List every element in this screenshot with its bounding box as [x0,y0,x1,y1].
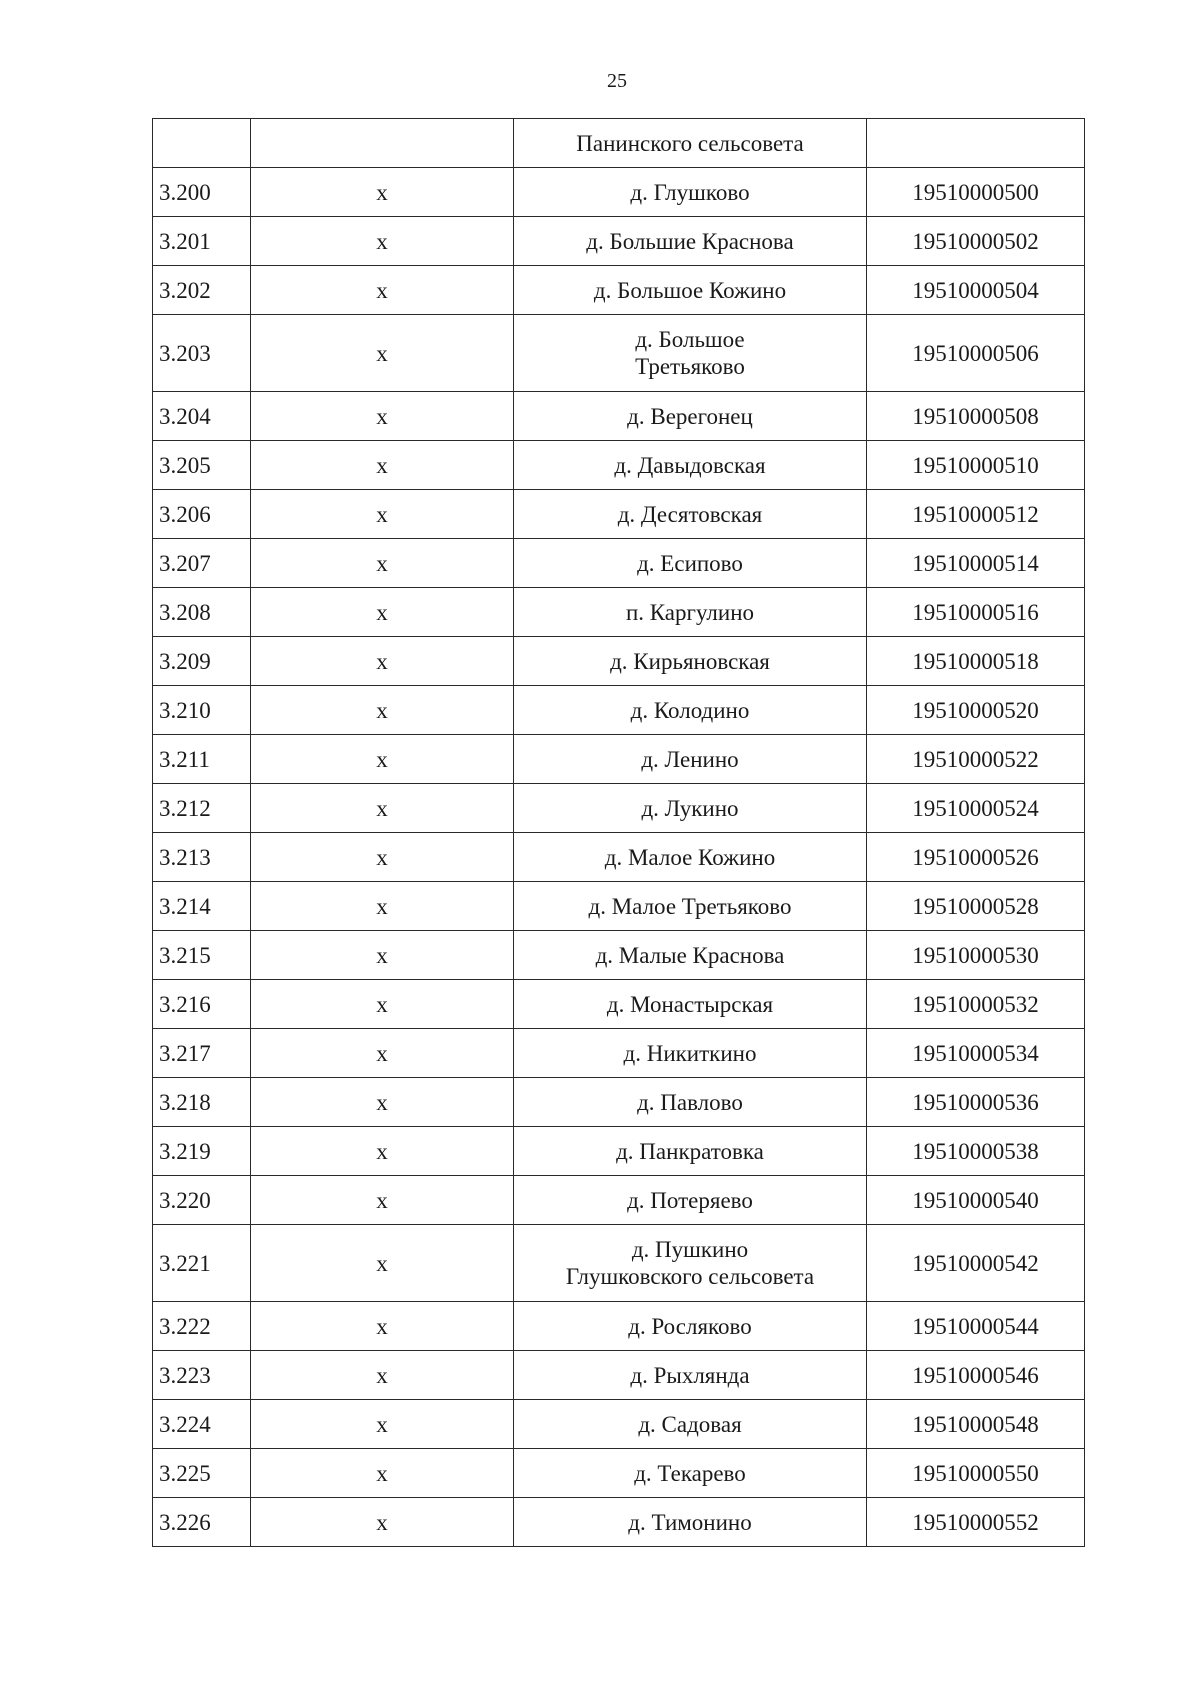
cell-number: 3.221 [153,1225,251,1302]
table-row [153,1078,1085,1127]
cell-number: 3.214 [153,882,251,931]
cell-marker: х [251,1498,514,1547]
cell-number: 3.201 [153,217,251,266]
cell-code: 19510000544 [867,1302,1085,1351]
cell-settlement-name [514,490,867,539]
settlement-name-line: д. Росляково [628,1313,752,1339]
table-row [153,833,1085,882]
cell-marker: х [251,266,514,315]
table-row [153,1449,1085,1498]
cell-settlement-name [514,315,867,392]
cell-number: 3.202 [153,266,251,315]
cell-code: 19510000546 [867,1351,1085,1400]
table-row [153,539,1085,588]
cell-marker [251,119,514,168]
settlement-name-line: д. Глушково [630,179,750,205]
cell-settlement-name [514,1302,867,1351]
cell-marker: х [251,1029,514,1078]
cell-marker: х [251,882,514,931]
cell-settlement-name [514,588,867,637]
cell-number: 3.223 [153,1351,251,1400]
cell-code: 19510000538 [867,1127,1085,1176]
cell-marker: х [251,735,514,784]
table-row [153,441,1085,490]
settlement-name-line: д. Павлово [637,1089,743,1115]
cell-number: 3.209 [153,637,251,686]
cell-code: 19510000524 [867,784,1085,833]
cell-marker: х [251,1225,514,1302]
settlement-name-line: д. Колодино [630,697,750,723]
cell-number: 3.225 [153,1449,251,1498]
cell-settlement-name [514,1127,867,1176]
cell-code: 19510000520 [867,686,1085,735]
table-row [153,735,1085,784]
cell-code: 19510000506 [867,315,1085,392]
table-row [153,1302,1085,1351]
table-row [153,1029,1085,1078]
table-row [153,588,1085,637]
cell-number: 3.217 [153,1029,251,1078]
cell-marker: х [251,392,514,441]
cell-marker: х [251,1127,514,1176]
table-row [153,490,1085,539]
cell-settlement-name [514,1029,867,1078]
settlement-name-line: Третьяково [635,354,745,379]
cell-code: 19510000518 [867,637,1085,686]
page-number: 25 [607,70,627,92]
cell-settlement-name [514,637,867,686]
cell-settlement-name [514,1225,867,1302]
settlement-name-line: д. Рыхлянда [630,1362,750,1388]
table-row [153,980,1085,1029]
table-row [153,686,1085,735]
settlement-name-line: п. Каргулино [625,599,755,625]
cell-number: 3.218 [153,1078,251,1127]
cell-settlement-name [514,1176,867,1225]
table-row [153,1498,1085,1547]
table-row [153,1400,1085,1449]
cell-code: 19510000526 [867,833,1085,882]
cell-marker: х [251,315,514,392]
settlement-name-line: д. Никиткино [623,1040,757,1066]
cell-marker: х [251,1176,514,1225]
cell-code: 19510000508 [867,392,1085,441]
cell-settlement-name [514,392,867,441]
cell-code [867,119,1085,168]
table-row [153,217,1085,266]
cell-number: 3.200 [153,168,251,217]
cell-code: 19510000542 [867,1225,1085,1302]
settlement-name-line: д. Ленино [641,746,739,772]
settlement-name-line: д. Текарево [634,1460,746,1486]
settlement-name-line: д. Пушкино [631,1237,749,1262]
table-row [153,1225,1085,1302]
cell-settlement-name [514,980,867,1029]
cell-number: 3.213 [153,833,251,882]
settlement-name-line: д. Лукино [641,795,739,821]
cell-marker: х [251,931,514,980]
cell-settlement-name [514,784,867,833]
table-body [153,119,1085,1547]
cell-code: 19510000514 [867,539,1085,588]
cell-marker: х [251,1302,514,1351]
cell-settlement-name [514,1498,867,1547]
cell-code: 19510000552 [867,1498,1085,1547]
cell-code: 19510000500 [867,168,1085,217]
settlement-name-line: д. Верегонец [627,403,753,429]
table-row [153,1351,1085,1400]
cell-code: 19510000532 [867,980,1085,1029]
cell-settlement-name [514,217,867,266]
settlement-name-line: д. Садовая [638,1411,742,1437]
cell-number: 3.206 [153,490,251,539]
cell-settlement-name [514,1449,867,1498]
cell-marker: х [251,686,514,735]
cell-settlement-name [514,441,867,490]
cell-number: 3.226 [153,1498,251,1547]
settlement-name-line: д. Большое Кожино [593,277,787,303]
table-row [153,637,1085,686]
cell-marker: х [251,1351,514,1400]
table-row [153,266,1085,315]
cell-code: 19510000540 [867,1176,1085,1225]
settlement-name-line: д. Давыдовская [614,452,766,478]
cell-marker: х [251,784,514,833]
cell-number [153,119,251,168]
cell-number: 3.220 [153,1176,251,1225]
settlement-name-line: д. Кирьяновская [610,648,770,674]
cell-marker: х [251,833,514,882]
cell-number: 3.203 [153,315,251,392]
cell-settlement-name: Панинского сельсовета [514,119,867,168]
settlement-name-line: д. Монастырская [606,991,774,1017]
cell-settlement-name [514,539,867,588]
cell-number: 3.222 [153,1302,251,1351]
cell-code: 19510000536 [867,1078,1085,1127]
table-row [153,1127,1085,1176]
settlement-name-line: д. Десятовская [617,501,763,527]
cell-code: 19510000502 [867,217,1085,266]
table-row [153,784,1085,833]
cell-number: 3.219 [153,1127,251,1176]
cell-settlement-name [514,882,867,931]
cell-marker: х [251,441,514,490]
table-row [153,882,1085,931]
cell-marker: х [251,539,514,588]
cell-settlement-name [514,833,867,882]
cell-code: 19510000528 [867,882,1085,931]
cell-code: 19510000510 [867,441,1085,490]
cell-marker: х [251,217,514,266]
cell-code: 19510000516 [867,588,1085,637]
table-row [153,392,1085,441]
settlement-name-line: д. Большое [635,327,745,352]
cell-settlement-name [514,266,867,315]
cell-marker: х [251,588,514,637]
table-row [153,168,1085,217]
cell-number: 3.207 [153,539,251,588]
cell-code: 19510000504 [867,266,1085,315]
settlement-name-line: д. Малые Краснова [595,942,785,968]
cell-marker: х [251,637,514,686]
cell-marker: х [251,490,514,539]
cell-marker: х [251,168,514,217]
cell-marker: х [251,1400,514,1449]
settlement-name-line: д. Малое Третьяково [588,893,792,919]
settlement-name-line: д. Есипово [637,550,743,576]
cell-code: 19510000522 [867,735,1085,784]
cell-marker: х [251,1078,514,1127]
settlement-name-line: д. Малое Кожино [604,844,776,870]
cell-settlement-name [514,735,867,784]
cell-marker: х [251,980,514,1029]
cell-code: 19510000530 [867,931,1085,980]
settlement-name-line: д. Большие Краснова [586,228,794,254]
cell-number: 3.208 [153,588,251,637]
cell-settlement-name [514,1400,867,1449]
cell-number: 3.205 [153,441,251,490]
table-row [153,1176,1085,1225]
cell-settlement-name [514,168,867,217]
settlements-table [152,118,1085,1547]
cell-settlement-name [514,1351,867,1400]
cell-number: 3.204 [153,392,251,441]
cell-number: 3.210 [153,686,251,735]
cell-settlement-name [514,1078,867,1127]
settlement-name-line: Глушковского сельсовета [565,1264,815,1289]
cell-code: 19510000512 [867,490,1085,539]
cell-marker: х [251,1449,514,1498]
cell-number: 3.215 [153,931,251,980]
cell-code: 19510000548 [867,1400,1085,1449]
table-row [153,315,1085,392]
cell-number: 3.212 [153,784,251,833]
settlement-name-line: д. Потеряево [627,1187,753,1213]
cell-settlement-name [514,686,867,735]
cell-settlement-name [514,931,867,980]
cell-number: 3.211 [153,735,251,784]
table-row [153,931,1085,980]
settlement-name-line: д. Тимонино [628,1509,752,1535]
cell-number: 3.216 [153,980,251,1029]
cell-number: 3.224 [153,1400,251,1449]
table-row-continuation [153,119,1085,168]
cell-code: 19510000534 [867,1029,1085,1078]
cell-code: 19510000550 [867,1449,1085,1498]
settlement-name-line: д. Панкратовка [616,1138,764,1164]
